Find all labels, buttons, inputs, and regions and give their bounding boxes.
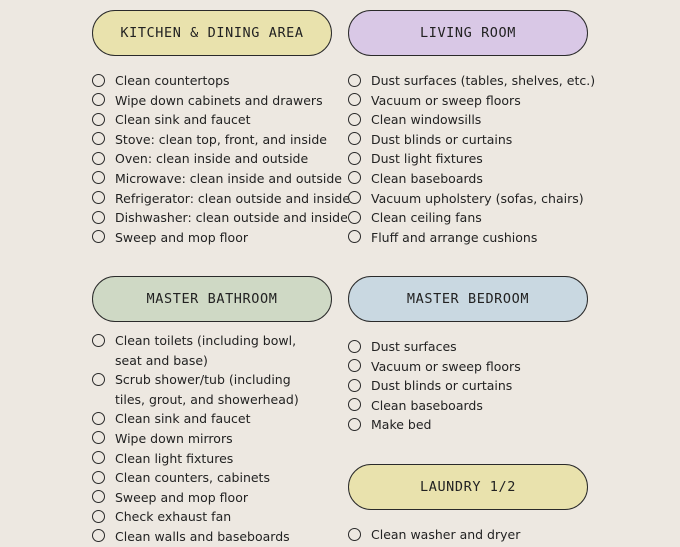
- checklist-item-label: Scrub shower/tub (including tiles, grout, and showerhead): [115, 372, 299, 407]
- checklist-item-label: Dust blinds or curtains: [371, 131, 513, 147]
- checkbox-circle-icon[interactable]: [92, 451, 105, 464]
- checklist-item: [92, 169, 352, 189]
- checkbox-circle-icon[interactable]: [92, 152, 105, 165]
- checkbox-circle-icon[interactable]: [92, 132, 105, 145]
- checkbox-circle-icon[interactable]: [348, 418, 361, 431]
- checkbox-circle-icon[interactable]: [348, 340, 361, 353]
- checkbox-circle-icon[interactable]: [92, 431, 105, 444]
- checklist-item: [348, 228, 608, 248]
- checklist-item-label: Refrigerator: clean outside and inside: [115, 190, 351, 206]
- checkbox-circle-icon[interactable]: [348, 191, 361, 204]
- checklist-item: [348, 71, 608, 91]
- section-master-bathroom: [92, 276, 332, 544]
- checklist-item-label: Wipe down mirrors: [115, 430, 233, 446]
- checklist-item: [92, 208, 352, 228]
- checklist-item-label: Fluff and arrange cushions: [371, 229, 538, 245]
- checklist-laundry: [348, 525, 608, 545]
- checklist-item: [92, 449, 317, 469]
- checklist-item: [92, 507, 317, 527]
- checkbox-circle-icon[interactable]: [348, 74, 361, 87]
- checklist-item: [92, 468, 317, 488]
- checklist-item: [348, 525, 608, 545]
- checklist-item-label: Clean countertops: [115, 73, 230, 88]
- checklist-item: [92, 409, 317, 429]
- checklist-item-label: Clean sink and faucet: [115, 112, 251, 128]
- section-title-master-bedroom: MASTER BEDROOM: [348, 276, 588, 322]
- checkbox-circle-icon[interactable]: [92, 93, 105, 106]
- checkbox-circle-icon[interactable]: [92, 412, 105, 425]
- checklist-item: [92, 527, 317, 547]
- checkbox-circle-icon[interactable]: [348, 93, 361, 106]
- checklist-item-label: Oven: clean inside and outside: [115, 151, 309, 167]
- checkbox-circle-icon[interactable]: [92, 113, 105, 126]
- checklist-item-label: Dust surfaces: [371, 339, 457, 354]
- checkbox-circle-icon[interactable]: [348, 132, 361, 145]
- checklist-item-label: Make bed: [371, 417, 432, 433]
- checkbox-circle-icon[interactable]: [92, 334, 105, 347]
- checklist-item: [348, 337, 608, 357]
- checklist-item: [92, 429, 317, 449]
- checklist-item: [348, 91, 608, 111]
- checkbox-circle-icon[interactable]: [348, 230, 361, 243]
- checklist-item-label: Clean counters, cabinets: [115, 470, 270, 486]
- checklist-master-bedroom: [348, 337, 608, 435]
- checkbox-circle-icon[interactable]: [92, 490, 105, 503]
- checklist-item-label: Clean walls and baseboards: [115, 528, 290, 544]
- checklist-item-label: Clean toilets (including bowl, seat and base): [115, 333, 297, 368]
- checklist-item-label: Clean ceiling fans: [371, 210, 482, 226]
- checklist-item: [92, 91, 352, 111]
- checklist-living-room: [348, 71, 608, 247]
- checklist-item-label: Microwave: clean inside and outside: [115, 170, 342, 186]
- checklist-item: [92, 228, 352, 248]
- checklist-item-label: Sweep and mop floor: [115, 489, 248, 505]
- checkbox-circle-icon[interactable]: [348, 152, 361, 165]
- checkbox-circle-icon[interactable]: [348, 211, 361, 224]
- checklist-item: [348, 396, 608, 416]
- checkbox-circle-icon[interactable]: [348, 398, 361, 411]
- checklist-item: [348, 208, 608, 228]
- section-title-laundry: LAUNDRY 1/2: [348, 464, 588, 510]
- checklist-item: [348, 415, 608, 435]
- checkbox-circle-icon[interactable]: [348, 113, 361, 126]
- section-kitchen: [92, 10, 351, 245]
- checklist-item-label: Clean sink and faucet: [115, 411, 251, 427]
- checklist-item-label: Vacuum or sweep floors: [371, 92, 521, 108]
- section-title-living-room: LIVING ROOM: [348, 10, 588, 56]
- checklist-item: [92, 488, 317, 508]
- checklist-item-label: Dust light fixtures: [371, 151, 483, 167]
- section-title-kitchen: KITCHEN & DINING AREA: [92, 10, 332, 56]
- checklist-item-label: Clean baseboards: [371, 397, 483, 413]
- checklist-item-label: Check exhaust fan: [115, 509, 232, 525]
- checklist-item: [348, 169, 608, 189]
- checklist-item-label: Sweep and mop floor: [115, 229, 248, 245]
- checkbox-circle-icon[interactable]: [348, 379, 361, 392]
- checkbox-circle-icon[interactable]: [92, 171, 105, 184]
- checklist-item-label: Clean baseboards: [371, 170, 483, 186]
- checklist-item: [348, 110, 608, 130]
- checklist-kitchen: [92, 71, 352, 247]
- checkbox-circle-icon[interactable]: [92, 471, 105, 484]
- checkbox-circle-icon[interactable]: [348, 359, 361, 372]
- checklist-item-label: Wipe down cabinets and drawers: [115, 92, 323, 108]
- section-title-master-bathroom: MASTER BATHROOM: [92, 276, 332, 322]
- section-laundry: [348, 464, 588, 542]
- checklist-item-label: Stove: clean top, front, and inside: [115, 131, 327, 147]
- checklist-master-bathroom: [92, 331, 317, 547]
- checklist-item-label: Dust blinds or curtains: [371, 378, 513, 394]
- section-master-bedroom: [348, 276, 588, 433]
- checkbox-circle-icon[interactable]: [92, 373, 105, 386]
- checklist-item: [348, 130, 608, 150]
- checklist-item: [348, 376, 608, 396]
- checklist-item-label: Clean light fixtures: [115, 450, 234, 466]
- checklist-item: [92, 71, 352, 91]
- checklist-item: [348, 357, 608, 377]
- checklist-item: [92, 149, 352, 169]
- checkbox-circle-icon[interactable]: [92, 529, 105, 542]
- checklist-item: [92, 189, 352, 209]
- checklist-item: [92, 370, 317, 409]
- checklist-item: [92, 130, 352, 150]
- checkbox-circle-icon[interactable]: [92, 74, 105, 87]
- checklist-item-label: Clean washer and dryer: [371, 527, 521, 542]
- checklist-item-label: Clean windowsills: [371, 112, 482, 128]
- checklist-item: [92, 331, 317, 370]
- checklist-item: [92, 110, 352, 130]
- checklist-item: [348, 149, 608, 169]
- checkbox-circle-icon[interactable]: [92, 510, 105, 523]
- checklist-item-label: Dishwasher: clean outside and inside: [115, 210, 348, 226]
- checklist-item-label: Vacuum or sweep floors: [371, 358, 521, 374]
- checklist-item: [348, 189, 608, 209]
- checklist-item-label: Vacuum upholstery (sofas, chairs): [371, 190, 584, 206]
- checkbox-circle-icon[interactable]: [348, 171, 361, 184]
- checkbox-circle-icon[interactable]: [348, 528, 361, 541]
- checkbox-circle-icon[interactable]: [92, 191, 105, 204]
- section-living-room: [348, 10, 596, 245]
- checkbox-circle-icon[interactable]: [92, 230, 105, 243]
- checklist-item-label: Dust surfaces (tables, shelves, etc.): [371, 73, 596, 88]
- checkbox-circle-icon[interactable]: [92, 211, 105, 224]
